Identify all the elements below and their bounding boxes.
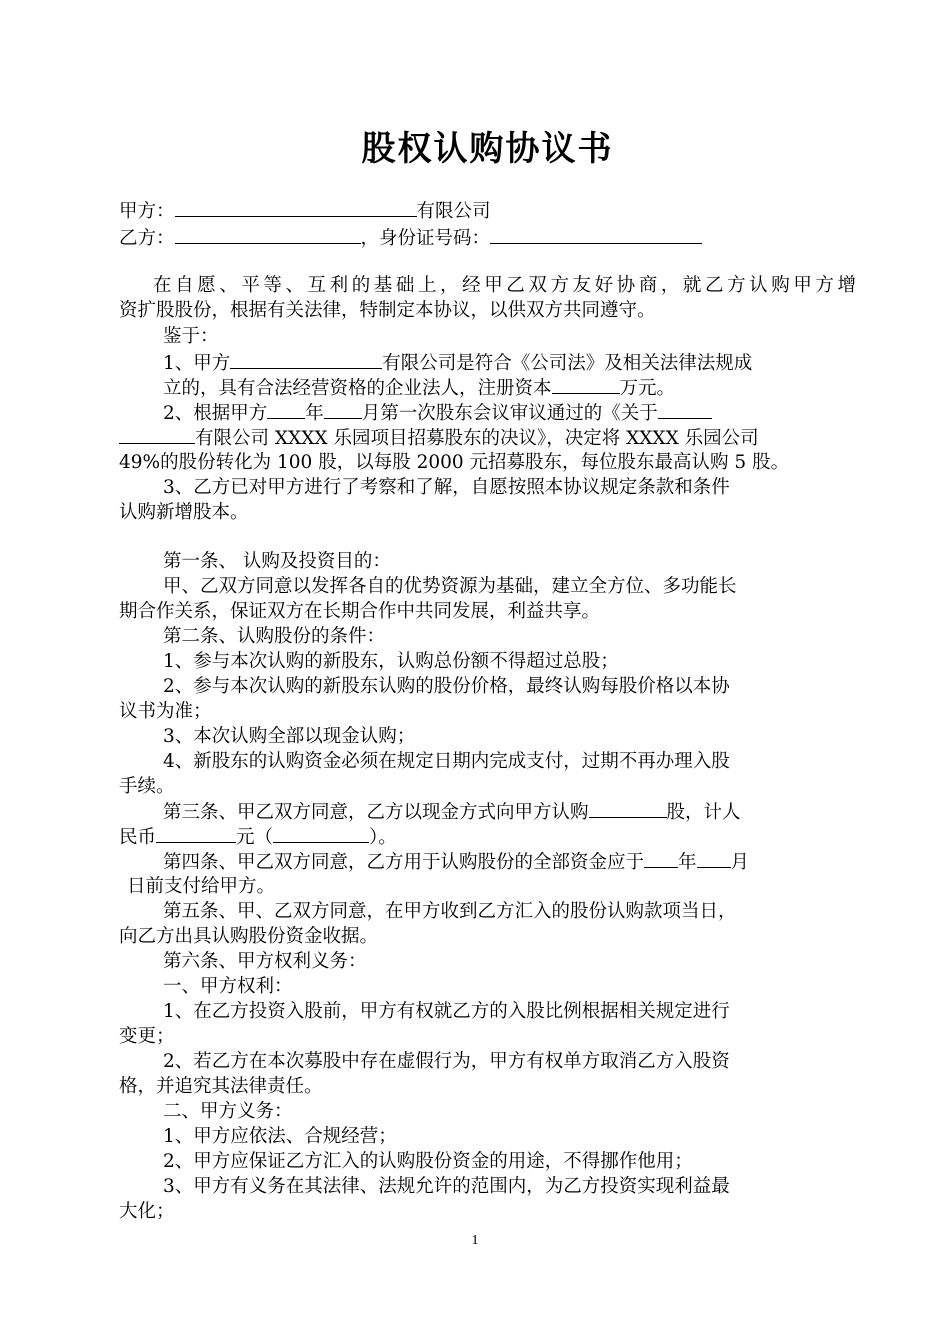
page-number: 1 bbox=[471, 1233, 479, 1248]
party-a-right-1: 1、在乙方投资入股前，甲方有权就乙方的入股比例根据相关规定进行 bbox=[163, 1001, 730, 1022]
article-1-heading: 第一条、 认购及投资目的： bbox=[163, 551, 391, 572]
article-2-item-3: 3、本次认购全部以现金认购； bbox=[163, 726, 416, 747]
article-1-line-1: 甲、乙双方同意以发挥各自的优势资源为基础，建立全方位、多功能长 bbox=[163, 576, 737, 597]
party-a-right-2-cont: 格，并追究其法律责任。 bbox=[119, 1076, 323, 1097]
whereas-item-2: 2、根据甲方 年 月第一次股东会议审议通过的《关于 bbox=[163, 400, 856, 426]
amount-words-blank bbox=[273, 824, 369, 843]
party-b-line: 乙方： ，身份证号码： bbox=[119, 225, 856, 251]
article-2-item-2-cont: 议书为准； bbox=[119, 701, 212, 722]
article-2-heading: 第二条、认购股份的条件： bbox=[163, 626, 386, 647]
amount-figures-blank bbox=[156, 824, 236, 843]
party-a-right-1-cont: 变更； bbox=[119, 1026, 175, 1047]
article-2-item-2: 2、参与本次认购的新股东认购的股份价格，最终认购每股价格以本协 bbox=[163, 676, 730, 697]
article-2-item-4-cont: 手续。 bbox=[119, 776, 175, 797]
meeting-year-blank bbox=[267, 400, 305, 419]
article-2-item-1: 1、参与本次认购的新股东，认购总份额不得超过总股； bbox=[163, 651, 619, 672]
whereas-item-3: 3、乙方已对甲方进行了考察和了解，自愿按照本协议规定条款和条件 bbox=[163, 477, 730, 498]
party-a-rights-heading: 一、甲方权利： bbox=[163, 976, 293, 997]
intro-line-1: 在自愿、平等、互利的基础上，经甲乙双方友好协商，就乙方认购甲方增 bbox=[153, 275, 856, 296]
whereas-item-3-cont: 认购新增股本。 bbox=[119, 502, 249, 523]
article-6-heading: 第六条、甲方权利义务： bbox=[163, 951, 367, 972]
resolution-company-blank-1 bbox=[658, 400, 712, 419]
whereas-heading: 鉴于： bbox=[163, 326, 219, 347]
party-a-duty-3: 3、甲方有义务在其法律、法规允许的范围内，为乙方投资实现利益最 bbox=[163, 1176, 730, 1197]
payment-month-blank bbox=[697, 849, 731, 868]
whereas-item-2-cont: 有限公司 XXXX 乐园项目招募股东的决议》，决定将 XXXX 乐园公司 bbox=[119, 425, 856, 451]
party-b-id-blank bbox=[490, 225, 702, 244]
article-3-line-2: 民币 元（ ）。 bbox=[119, 824, 856, 850]
share-count-blank bbox=[589, 799, 667, 818]
party-a-duty-1: 1、甲方应依法、合规经营； bbox=[163, 1126, 397, 1147]
whereas-item-1: 1、甲方 有限公司是符合《公司法》及相关法律法规成 bbox=[163, 350, 856, 376]
document-title: 股权认购协议书 bbox=[361, 129, 614, 169]
resolution-company-blank-2 bbox=[119, 425, 195, 444]
article-3-line-1: 第三条、甲乙双方同意，乙方以现金方式向甲方认购 股，计人 bbox=[163, 799, 856, 825]
article-1-line-2: 期合作关系，保证双方在长期合作中共同发展，利益共享。 bbox=[119, 601, 601, 622]
meeting-month-blank bbox=[324, 400, 362, 419]
whereas-item-1-cont: 立的，具有合法经营资格的企业法人，注册资本 万元。 bbox=[163, 375, 856, 401]
whereas-item-2-end: 49%的股份转化为 100 股，以每股 2000 元招募股东，每位股东最高认购 5 股。 bbox=[119, 452, 790, 473]
intro-line-2: 资扩股股份，根据有关法律，特制定本协议，以供双方共同遵守。 bbox=[119, 300, 656, 321]
article-5-line-1: 第五条、甲、乙双方同意，在甲方收到乙方汇入的股份认购款项当日， bbox=[163, 901, 737, 922]
article-4-line-1: 第四条、甲乙双方同意，乙方用于认购股份的全部资金应于 年 月 bbox=[163, 849, 856, 875]
party-a-duties-heading: 二、甲方义务： bbox=[163, 1101, 293, 1122]
party-a-line: 甲方： 有限公司 bbox=[119, 198, 856, 224]
party-a-name-blank bbox=[175, 198, 417, 217]
party-a-duty-2: 2、甲方应保证乙方汇入的认购股份资金的用途，不得挪作他用； bbox=[163, 1151, 693, 1172]
article-4-line-2: 日前支付给甲方。 bbox=[127, 876, 276, 897]
payment-year-blank bbox=[644, 849, 678, 868]
registered-capital-blank bbox=[552, 375, 620, 394]
article-5-line-2: 向乙方出具认购股份资金收据。 bbox=[119, 926, 379, 947]
article-2-item-4: 4、新股东的认购资金必须在规定日期内完成支付，过期不再办理入股 bbox=[163, 751, 730, 772]
party-b-name-blank bbox=[175, 225, 361, 244]
party-a-company-blank bbox=[230, 350, 382, 369]
party-a-duty-3-cont: 大化； bbox=[119, 1201, 175, 1222]
party-a-right-2: 2、若乙方在本次募股中存在虚假行为，甲方有权单方取消乙方入股资 bbox=[163, 1051, 730, 1072]
